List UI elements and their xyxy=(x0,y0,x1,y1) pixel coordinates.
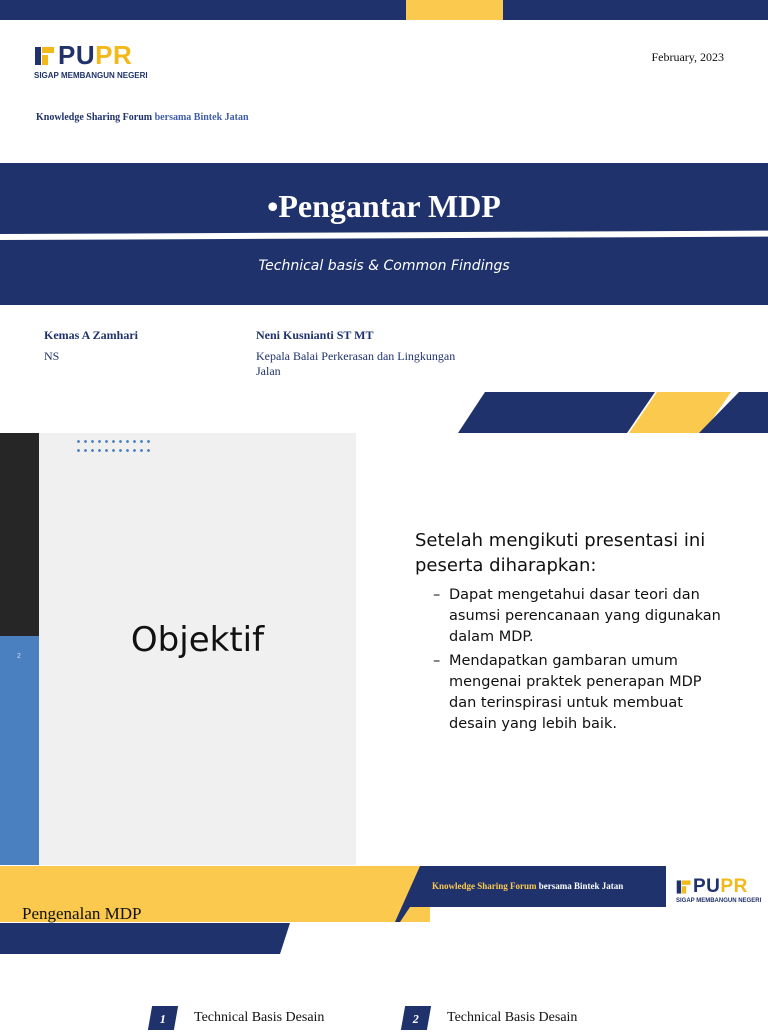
decorative-stripes xyxy=(455,392,768,433)
author-name: Kemas A Zamhari xyxy=(44,328,139,342)
presentation-date: February, 2023 xyxy=(651,50,724,64)
forum-name: Knowledge Sharing Forum xyxy=(36,112,153,123)
objective-intro: Setelah mengikuti presentasi ini peserta diharapkan: xyxy=(415,530,706,576)
author-block-1 xyxy=(44,328,224,364)
top-band-accent xyxy=(406,0,503,20)
sidebar-dark-block xyxy=(0,433,39,636)
list-item xyxy=(433,585,733,648)
title-bullet: • xyxy=(267,188,279,224)
objective-list xyxy=(433,585,733,738)
author-role: Kepala Balai Perkerasan dan Lingkungan Jalan xyxy=(256,349,456,378)
list-item-text: Dapat mengetahui dasar teori dan asumsi perencanaan yang digunakan dalam MDP. xyxy=(449,587,721,645)
logo-tagline: SIGAP MEMBANGUN NEGERI xyxy=(34,71,148,80)
slide-title xyxy=(0,188,768,225)
dash-marker: – xyxy=(433,653,441,669)
forum-partner: bersama Bintek Jatan xyxy=(154,112,249,123)
sidebar-blue-block xyxy=(0,636,39,865)
author-name: Neni Kusnianti ST MT xyxy=(256,328,374,342)
logo-wordmark: PUPR xyxy=(693,876,748,897)
list-item-text: Mendapatkan gambaran umum mengenai praktek penerapan MDP dan terinspirasi untuk membuat desain yang lebih baik. xyxy=(449,653,702,732)
forum-partner: bersama Bintek Jatan xyxy=(538,881,624,891)
slide-subtitle: Technical basis & Common Findings xyxy=(258,258,510,274)
pupr-emblem-icon xyxy=(676,879,692,895)
objective-heading: Objektif xyxy=(130,620,265,660)
item-label: Technical Basis Desain xyxy=(447,1010,578,1025)
author-role: NS xyxy=(44,349,60,363)
dash-marker: – xyxy=(433,587,441,603)
author-block-2 xyxy=(256,328,481,379)
title-text: Pengantar MDP xyxy=(278,188,501,224)
pupr-logo-small xyxy=(676,876,761,904)
forum-line xyxy=(36,112,249,123)
pupr-emblem-icon xyxy=(34,45,56,67)
page-number: 2 xyxy=(17,653,21,660)
agenda-item-2 xyxy=(403,1006,577,1030)
logo-tagline: SIGAP MEMBANGUN NEGERI xyxy=(676,898,762,904)
slide3-forum-line xyxy=(432,881,623,891)
slide3-title: Pengenalan MDP xyxy=(22,904,142,923)
forum-name: Knowledge Sharing Forum xyxy=(432,881,537,891)
dot-pattern xyxy=(75,437,151,457)
item-number-badge: 1 xyxy=(148,1006,178,1030)
item-number-badge: 2 xyxy=(401,1006,431,1030)
top-band xyxy=(0,0,768,20)
item-label: Technical Basis Desain xyxy=(194,1010,325,1025)
logo-wordmark: PUPR xyxy=(58,40,133,70)
pupr-logo xyxy=(34,40,148,80)
agenda-item-1 xyxy=(150,1006,324,1030)
list-item xyxy=(433,651,733,735)
